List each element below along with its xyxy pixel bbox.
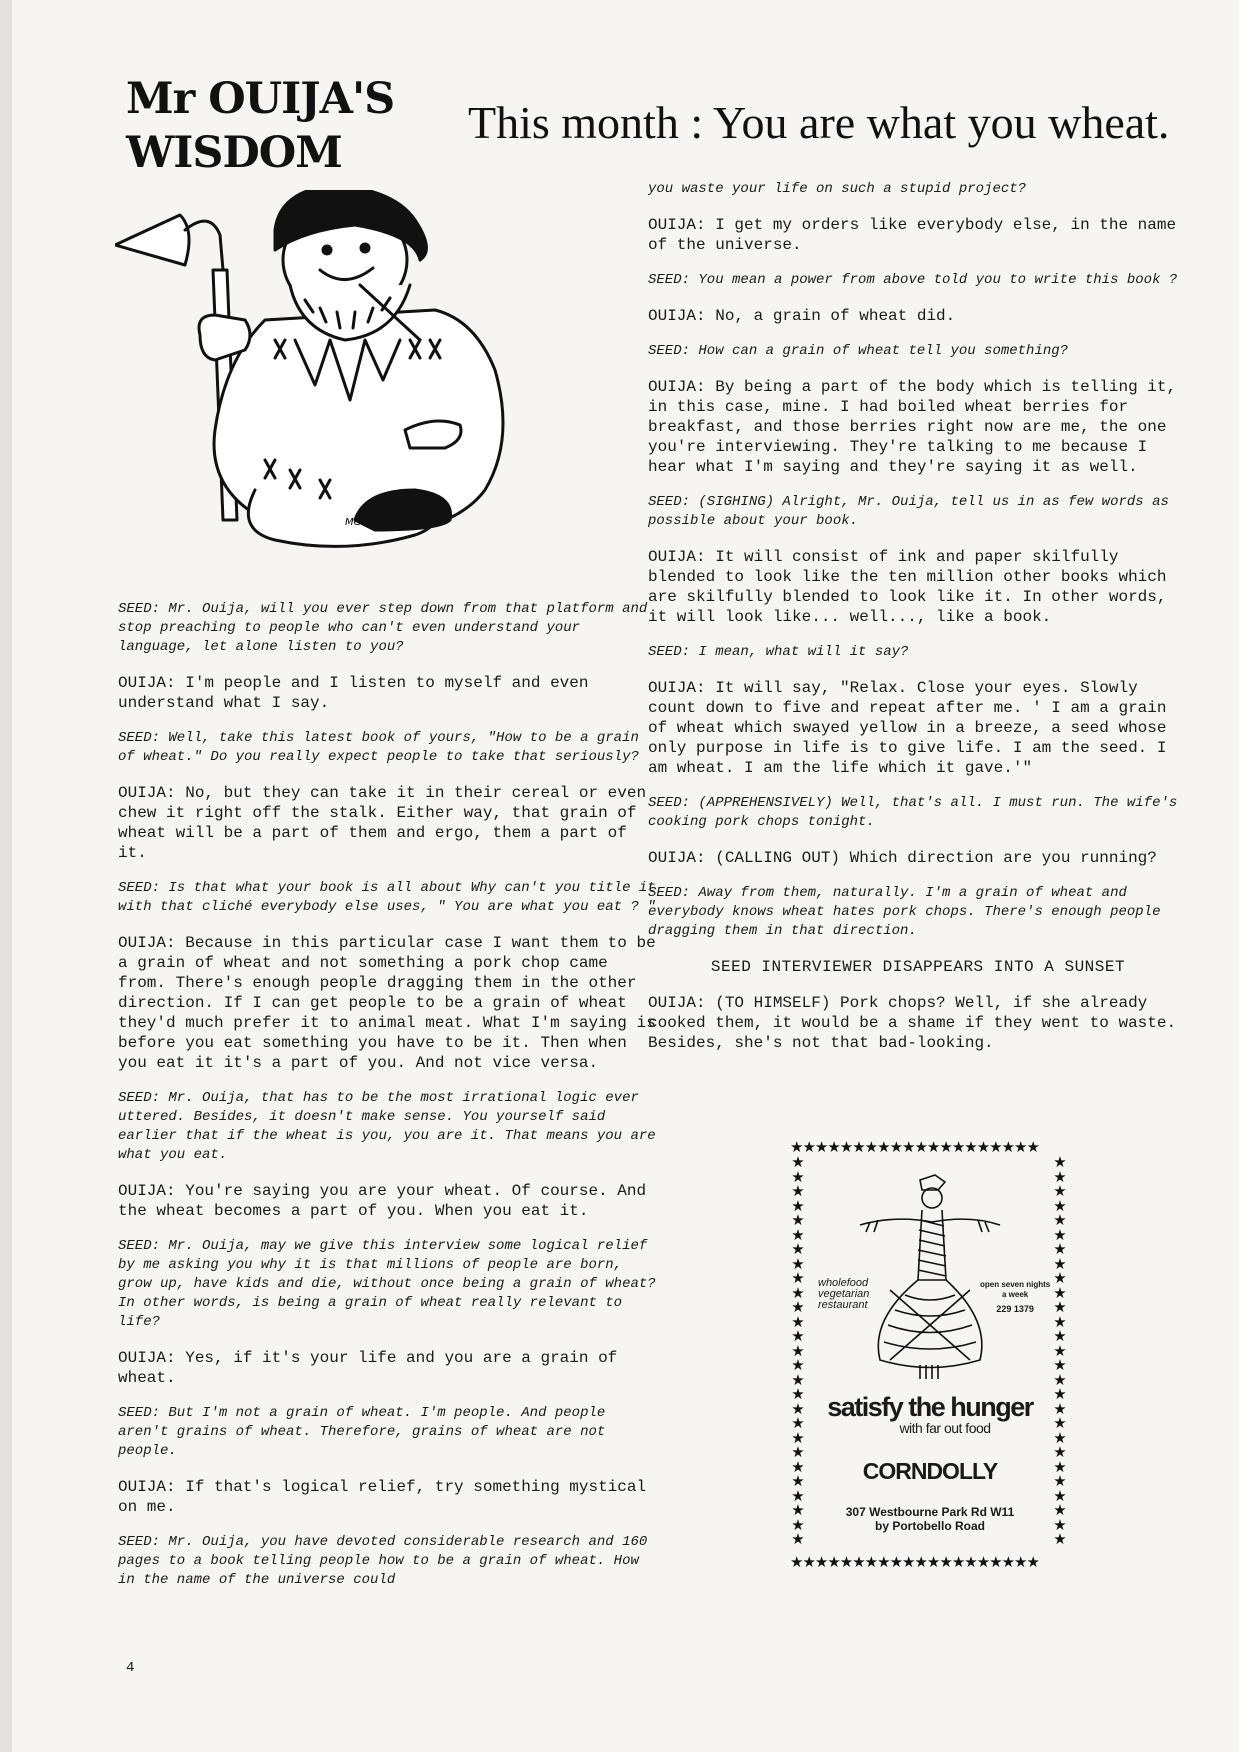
masthead-line-1: Mr OUIJA'S bbox=[126, 74, 395, 124]
ouija-answer-5: OUIJA: Yes, if it's your life and you are a grain of wheat. bbox=[118, 1349, 618, 1387]
seed-question-13: SEED: Away from them, naturally. I'm a grain of wheat and everybody knows wheat hates pork chops. There's enough people dragging them in that direction. bbox=[648, 885, 1161, 939]
page-number: 4 bbox=[126, 1660, 135, 1676]
ouija-answer-7: OUIJA: I get my orders like everybody else, in the name of the universe. bbox=[648, 216, 1177, 254]
article-subtitle: This month : You are what you wheat. bbox=[468, 97, 1170, 148]
ad-restaurant-name: CORNDOLLY bbox=[862, 1458, 998, 1484]
right-column bbox=[648, 180, 1188, 1069]
ouija-answer-11: OUIJA: It will say, "Relax. Close your eyes. Slowly count down to five and repeat after me. ' I am a grain of wheat which swayed yellow in a breeze, a seed whose only purpose in life is to give life. I am the seed. I am wheat. I am the life which it gave.'" bbox=[648, 679, 1167, 777]
ouija-answer-8: OUIJA: No, a grain of wheat did. bbox=[648, 307, 956, 325]
seed-question-10: SEED: (SIGHING) Alright, Mr. Ouija, tell us in as few words as possible about your book. bbox=[648, 494, 1169, 529]
seed-question-continued: you waste your life on such a stupid project? bbox=[648, 181, 1027, 197]
ouija-answer-2: OUIJA: No, but they can take it in their cereal or even chew it right off the stalk. Either way, that grain of wheat will be a part of them and ergo, them a part of it. bbox=[118, 784, 647, 862]
star-border-bottom: ★★★★★★★★★★★★★★★★★★★★ bbox=[790, 1554, 1039, 1571]
ad-address-line-1: 307 Westbourne Park Rd W11 bbox=[845, 1505, 1015, 1519]
stage-direction: SEED INTERVIEWER DISAPPEARS INTO A SUNSET bbox=[710, 958, 1126, 976]
seed-question-12: SEED: (APPREHENSIVELY) Well, that's all. I must run. The wife's cooking pork chops tonight. bbox=[648, 795, 1178, 830]
mr-ouija-illustration bbox=[115, 190, 575, 600]
ad-text-vegetarian: vegetarian bbox=[818, 1288, 870, 1300]
masthead bbox=[126, 72, 394, 180]
page-edge bbox=[0, 0, 12, 1752]
star-border-top: ★★★★★★★★★★★★★★★★★★★★ bbox=[790, 1139, 1039, 1156]
seed-question-4: SEED: Mr. Ouija, that has to be the most irrational logic ever uttered. Besides, it doesn't make sense. You yourself said earlier that if the wheat is you, you are it. That means you are what you eat. bbox=[118, 1090, 656, 1163]
ad-hours-line-1: open seven nights bbox=[980, 1280, 1051, 1289]
ad-slogan-sub: with far out food bbox=[899, 1420, 991, 1436]
ouija-answer-4: OUIJA: You're saying you are your wheat. Of course. And the wheat becomes a part of you. When you eat it. bbox=[118, 1182, 647, 1220]
ad-text-wholefood: wholefood bbox=[818, 1277, 869, 1289]
ad-text-restaurant: restaurant bbox=[818, 1299, 868, 1311]
seed-question-8: SEED: You mean a power from above told you to write this book ? bbox=[648, 272, 1178, 288]
ad-phone: 229 1379 bbox=[996, 1304, 1034, 1314]
ouija-answer-1: OUIJA: I'm people and I listen to myself and even understand what I say. bbox=[118, 674, 589, 712]
ad-hours bbox=[980, 1280, 1050, 1314]
seed-question-11: SEED: I mean, what will it say? bbox=[648, 644, 909, 660]
seed-question-9: SEED: How can a grain of wheat tell you something? bbox=[648, 343, 1069, 359]
corndolly-advert bbox=[790, 1140, 1070, 1570]
ouija-answer-10: OUIJA: It will consist of ink and paper skilfully blended to look like the ten million other books which are skilfully blended to look like it. In other words, it will look like... well..., like a book. bbox=[648, 548, 1167, 626]
seed-question-2: SEED: Well, take this latest book of yours, "How to be a grain of wheat." Do you really expect people to take that seriously? bbox=[118, 730, 639, 765]
seed-question-7: SEED: Mr. Ouija, you have devoted considerable research and 160 pages to a book telling people how to be a grain of wheat. How in the name of the universe could bbox=[118, 1534, 648, 1588]
ouija-answer-3: OUIJA: Because in this particular case I want them to be a grain of wheat and not something a pork chop came from. There's enough people dragging them in the other direction. If I can get people to be a grain of wheat they'd much prefer it to animal meat. What I'm saying is before you eat something you have to be it. Then when you eat it it's a part of you. And not vice versa. bbox=[118, 934, 656, 1072]
ad-restaurant-type bbox=[818, 1278, 869, 1311]
ad-address bbox=[790, 1505, 1070, 1533]
seed-question-3: SEED: Is that what your book is all about Why can't you title it with that cliché everybody else uses, " You are what you eat ? " bbox=[118, 880, 656, 915]
ouija-answer-12: OUIJA: (CALLING OUT) Which direction are you running? bbox=[648, 849, 1157, 867]
seed-question-5: SEED: Mr. Ouija, may we give this interview some logical relief by me asking you why it is that millions of people are born, grow up, have kids and die, without once being a grain of wheat? In other words, is being a grain of wheat really relevant to life? bbox=[118, 1238, 656, 1330]
masthead-line-2: WISDOM bbox=[126, 128, 342, 178]
ouija-answer-9: OUIJA: By being a part of the body which is telling it, in this case, mine. I had boiled wheat berries for breakfast, and those berries right now are me, the one you're interviewing. They're talking to me because I hear what I'm saying and they're saying it as well. bbox=[648, 378, 1177, 476]
left-column bbox=[118, 600, 658, 1606]
ad-hours-line-2: a week bbox=[1001, 1290, 1029, 1299]
illustration-signature: MG bbox=[345, 517, 362, 528]
corn-dolly-illustration bbox=[850, 1170, 1010, 1385]
seed-question-1: SEED: Mr. Ouija, will you ever step down from that platform and stop preaching to people who can't even understand your language, let alone listen to you? bbox=[118, 601, 648, 655]
seed-question-6: SEED: But I'm not a grain of wheat. I'm people. And people aren't grains of wheat. Therefore, grains of wheat are not people. bbox=[118, 1405, 606, 1459]
ouija-answer-6: OUIJA: If that's logical relief, try something mystical on me. bbox=[118, 1478, 647, 1516]
ouija-answer-13: OUIJA: (TO HIMSELF) Pork chops? Well, if she already cooked them, it would be a shame if they went to waste. Besides, she's not that bad-looking. bbox=[648, 994, 1177, 1052]
ad-slogan: satisfy the hunger bbox=[827, 1392, 1033, 1422]
ad-address-line-2: by Portobello Road bbox=[874, 1519, 985, 1533]
star-border-left: ★ ★ ★ ★ ★ ★ ★ ★ ★ ★ ★ ★ ★ ★ ★ ★ ★ ★ ★ ★ ★ ★ ★ ★ ★ ★ ★ bbox=[791, 1154, 805, 1548]
star-border-right: ★ ★ ★ ★ ★ ★ ★ ★ ★ ★ ★ ★ ★ ★ ★ ★ ★ ★ ★ ★ ★ ★ ★ ★ ★ ★ ★ bbox=[1053, 1154, 1067, 1548]
